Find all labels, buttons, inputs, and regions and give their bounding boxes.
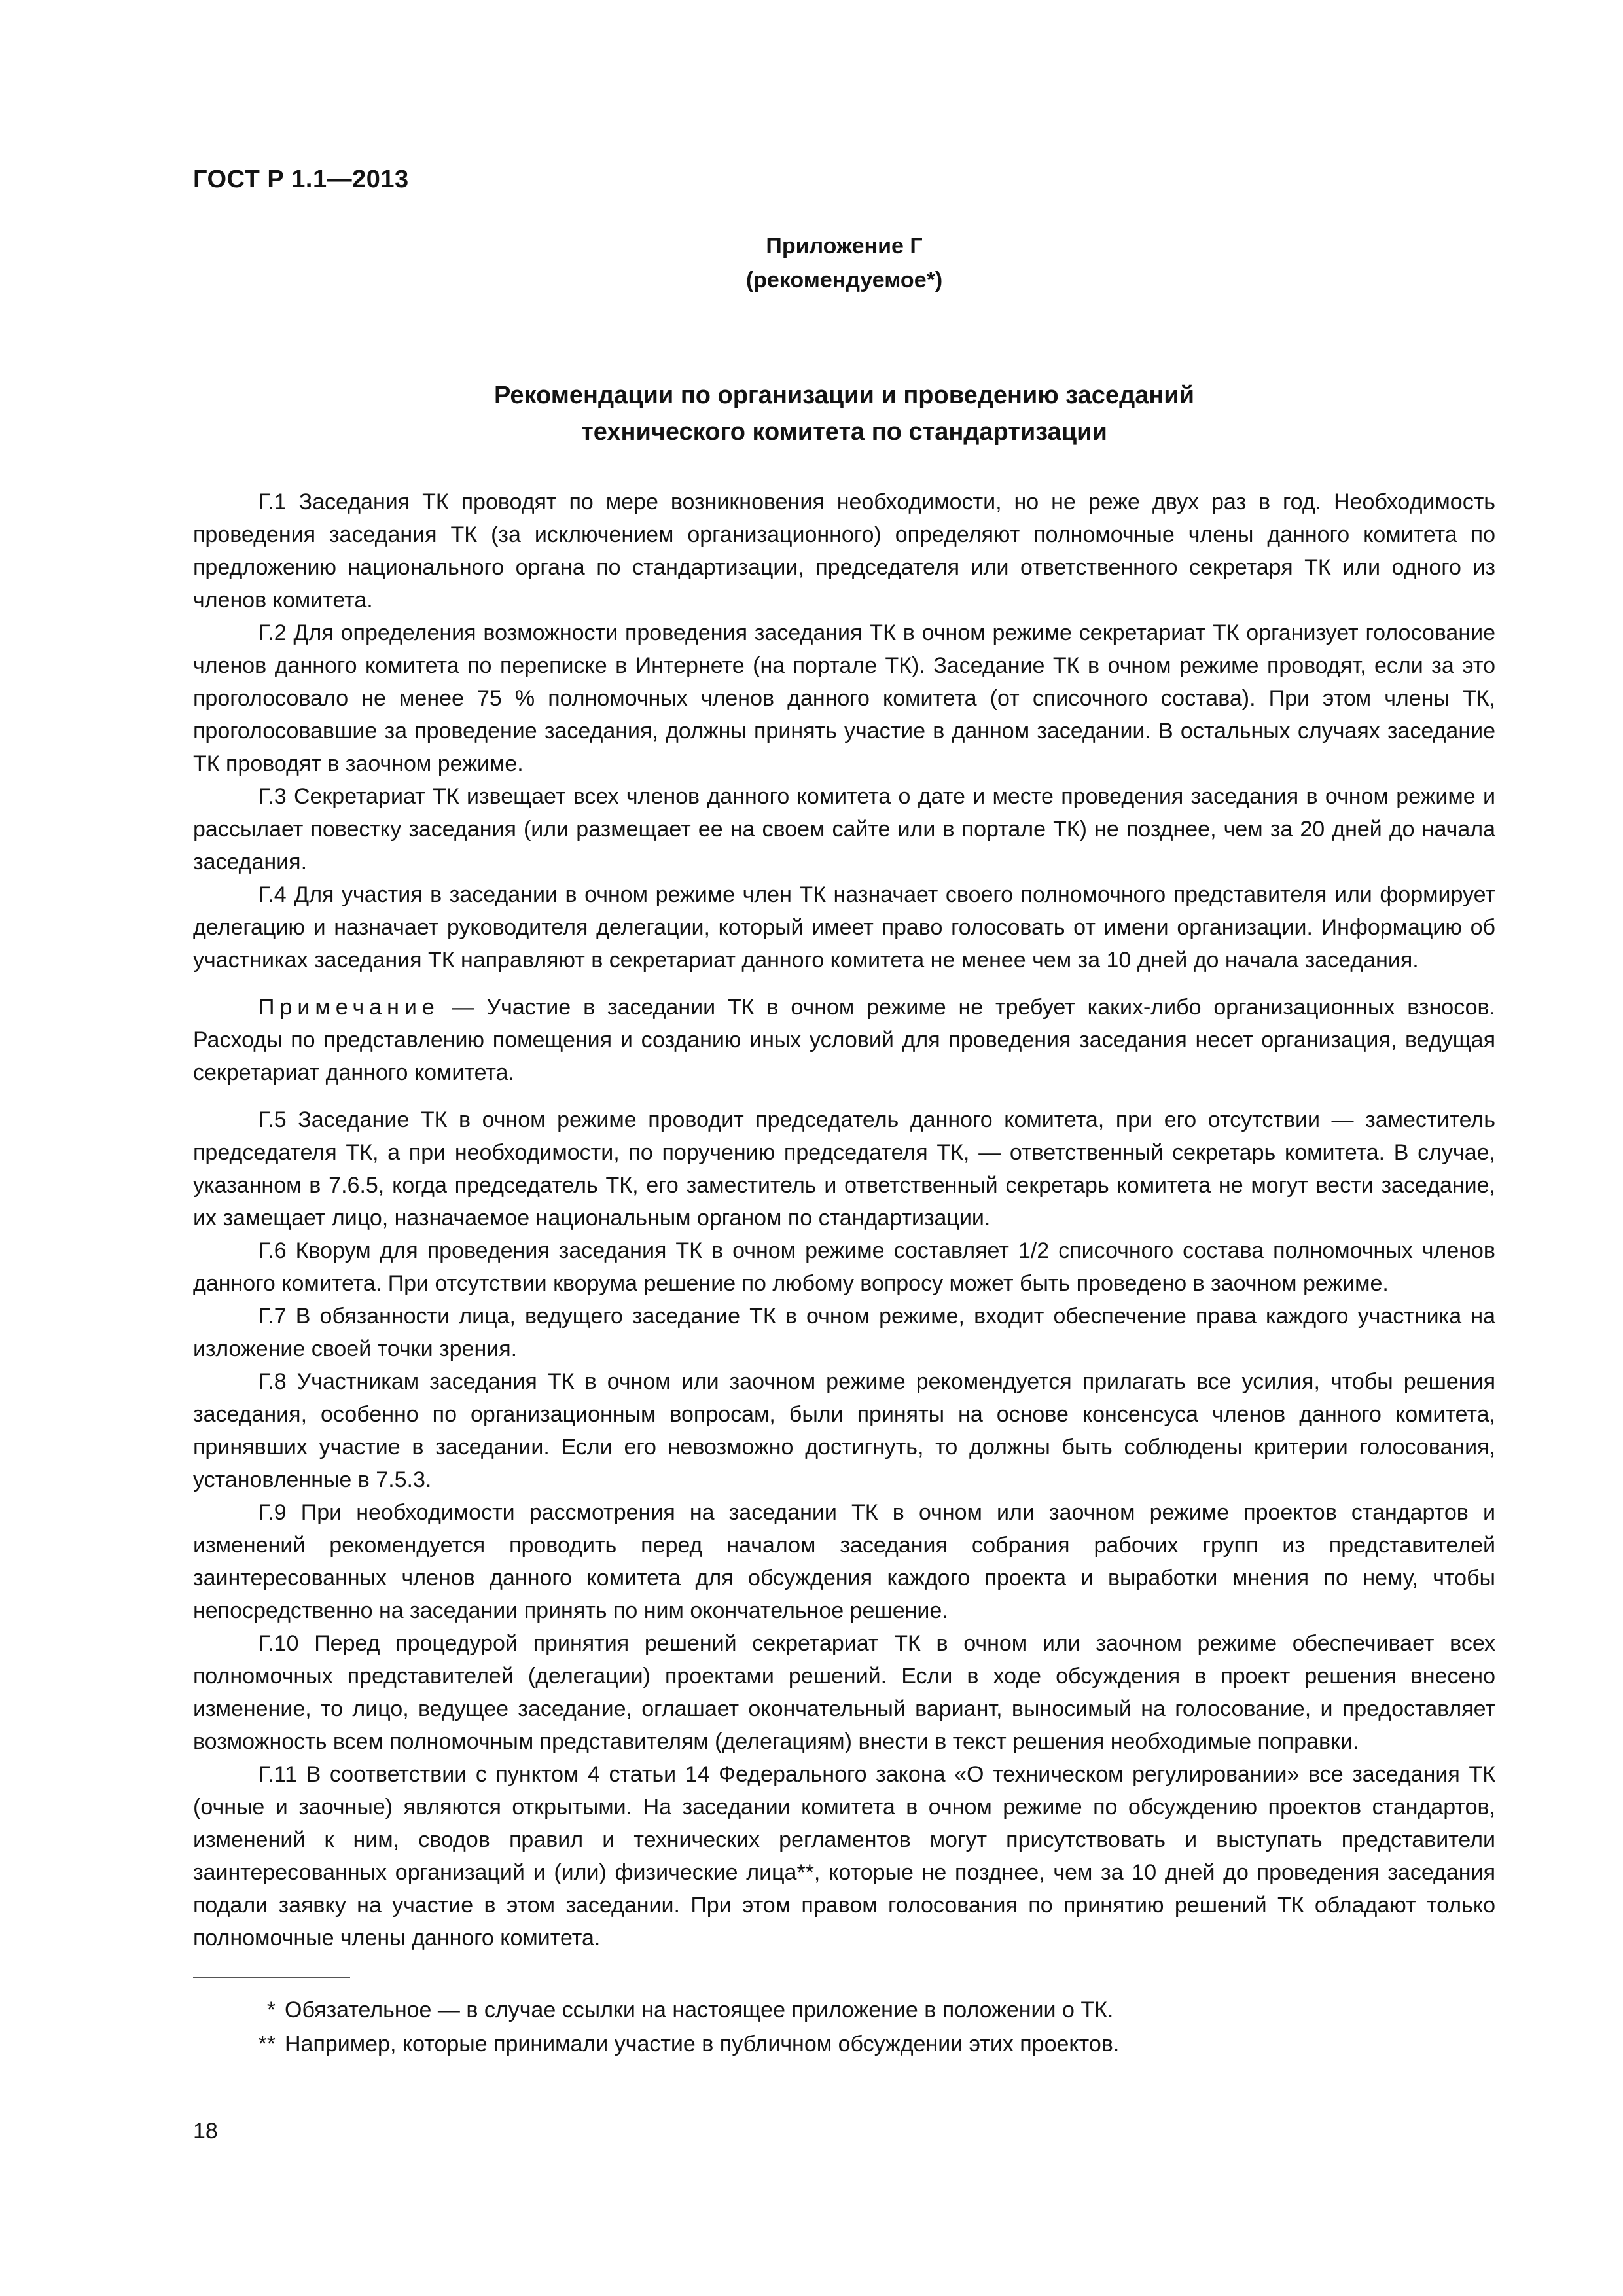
footnote-2	[193, 2027, 1495, 2061]
footnotes	[193, 1993, 1495, 2061]
section-title-line-1: Рекомендации по организации и проведению заседаний	[493, 382, 1194, 409]
paragraph-g6: Г.6 Кворум для проведения заседания ТК в очном режиме составляет 1/2 списочного состава полномочных членов данного комитета. При отсутствии кворума решение по любому вопросу может быть проведено в заочном режиме.	[193, 1238, 1495, 1296]
page-number: 18	[193, 2119, 218, 2144]
paragraph-g7: Г.7 В обязанности лица, ведущего заседание ТК в очном режиме, входит обеспечение права каждого участника на изложение своей точки зрения.	[193, 1304, 1495, 1361]
footnote-marker: *	[266, 1998, 276, 2022]
footnote-marker: **	[258, 2032, 276, 2056]
footnote-1	[193, 1993, 1495, 2027]
paragraph-g11: Г.11 В соответствии с пунктом 4 статьи 14 Федерального закона «О техническом регулировании» все заседания ТК (очные и заочные) являются открытыми. На заседании комитета в очном режиме по обсуждению проектов стандартов, изменений к ним, сводов правил и технических регламентов могут присутствовать и выступать представители заинтересованных организаций и (или) физические лица**, которые не позднее, чем за 10 дней до проведения заседания подали заявку на участие в этом заседании. При этом правом голосования по принятию решений ТК обладают только полномочные члены данного комитета.	[193, 1762, 1495, 1950]
paragraph-g9: Г.9 При необходимости рассмотрения на заседании ТК в очном или заочном режиме проектов стандартов и изменений рекомендуется проводить перед началом заседания собрания рабочих групп из представителей заинтересованных членов данного комитета для обсуждения каждого проекта и выработки мнения по нему, чтобы непосредственно на заседании принять по ним окончательное решение.	[193, 1500, 1495, 1623]
paragraph-g4: Г.4 Для участия в заседании в очном режиме член ТК назначает своего полномочного представителя или формирует делегацию и назначает руководителя делегации, который имеет право голосовать от имени организации. Информацию об участниках заседания ТК направляют в секретариат данного комитета не менее чем за 10 дней до начала заседания.	[193, 882, 1495, 973]
appendix-label: Приложение Г	[766, 234, 923, 259]
appendix-heading	[648, 229, 1041, 297]
document-body	[193, 486, 1495, 1954]
document-code: ГОСТ Р 1.1—2013	[193, 166, 409, 193]
section-title-line-2: технического комитета по стандартизации	[581, 418, 1107, 446]
paragraph-g1: Г.1 Заседания ТК проводят по мере возникновения необходимости, но не реже двух раз в год. Необходимость проведения заседания ТК (за исключением организационного) определяют полномочные члены данного комитета по предложению национального органа по стандартизации, председателя или ответственного секретаря ТК или одного из членов комитета.	[193, 490, 1495, 613]
paragraph-g8: Г.8 Участникам заседания ТК в очном или заочном режиме рекомендуется прилагать все усилия, чтобы решения заседания, особенно по организационным вопросам, были приняты на основе консенсуса членов данного комитета, принявших участие в заседании. Если его невозможно достигнуть, то должны быть соблюдены критерии голосования, установленные в 7.5.3.	[193, 1369, 1495, 1492]
section-title	[321, 377, 1368, 450]
appendix-status: (рекомендуемое*)	[745, 268, 943, 293]
note-paragraph	[193, 991, 1495, 1089]
paragraph-g3: Г.3 Секретариат ТК извещает всех членов данного комитета о дате и месте проведения заседания в очном режиме и рассылает повестку заседания (или размещает ее на своем сайте или в портале ТК) не позднее, чем за 20 дней до начала заседания.	[193, 784, 1495, 874]
footnote-text: Например, которые принимали участие в публичном обсуждении этих проектов.	[285, 2032, 1120, 2056]
paragraph-g10: Г.10 Перед процедурой принятия решений секретариат ТК в очном или заочном режиме обеспечивает всех полномочных представителей (делегации) проектами решений. Если в ходе обсуждения в проект решения внесено изменение, то лицо, ведущее заседание, оглашает окончательный вариант, выносимый на голосование, и предоставляет возможность всем полномочным представителям (делегациям) внести в текст решения необходимые поправки.	[193, 1631, 1495, 1754]
footnote-text: Обязательное — в случае ссылки на настоящее приложение в положении о ТК.	[285, 1998, 1114, 2022]
note-label: Примечание	[259, 995, 440, 1020]
paragraph-g5: Г.5 Заседание ТК в очном режиме проводит председатель данного комитета, при его отсутствии — заместитель председателя ТК, а при необходимости, по поручению председателя ТК, — ответственный секретарь комитета. В случае, указанном в 7.6.5, когда председатель ТК, его заместитель и ответственный секретарь комитета не могут вести заседание, их замещает лицо, назначаемое национальным органом по стандартизации.	[193, 1107, 1495, 1230]
paragraph-g2: Г.2 Для определения возможности проведения заседания ТК в очном режиме секретариат ТК организует голосование членов данного комитета по переписке в Интернете (на портале ТК). Заседание ТК в очном режиме проводят, если за это проголосовало не менее 75 % полномочных членов данного комитета (от списочного состава). При этом члены ТК, проголосовавшие за проведение заседания, должны принять участие в данном заседании. В остальных случаях заседание ТК проводят в заочном режиме.	[193, 620, 1495, 776]
note-text: — Участие в заседании ТК в очном режиме не требует каких-либо организационных взносов. Расходы по представлению помещения и созданию иных условий для проведения заседания несет организация, ведущая секретариат данного комитета.	[193, 995, 1495, 1085]
footnote-separator	[193, 1977, 350, 1978]
